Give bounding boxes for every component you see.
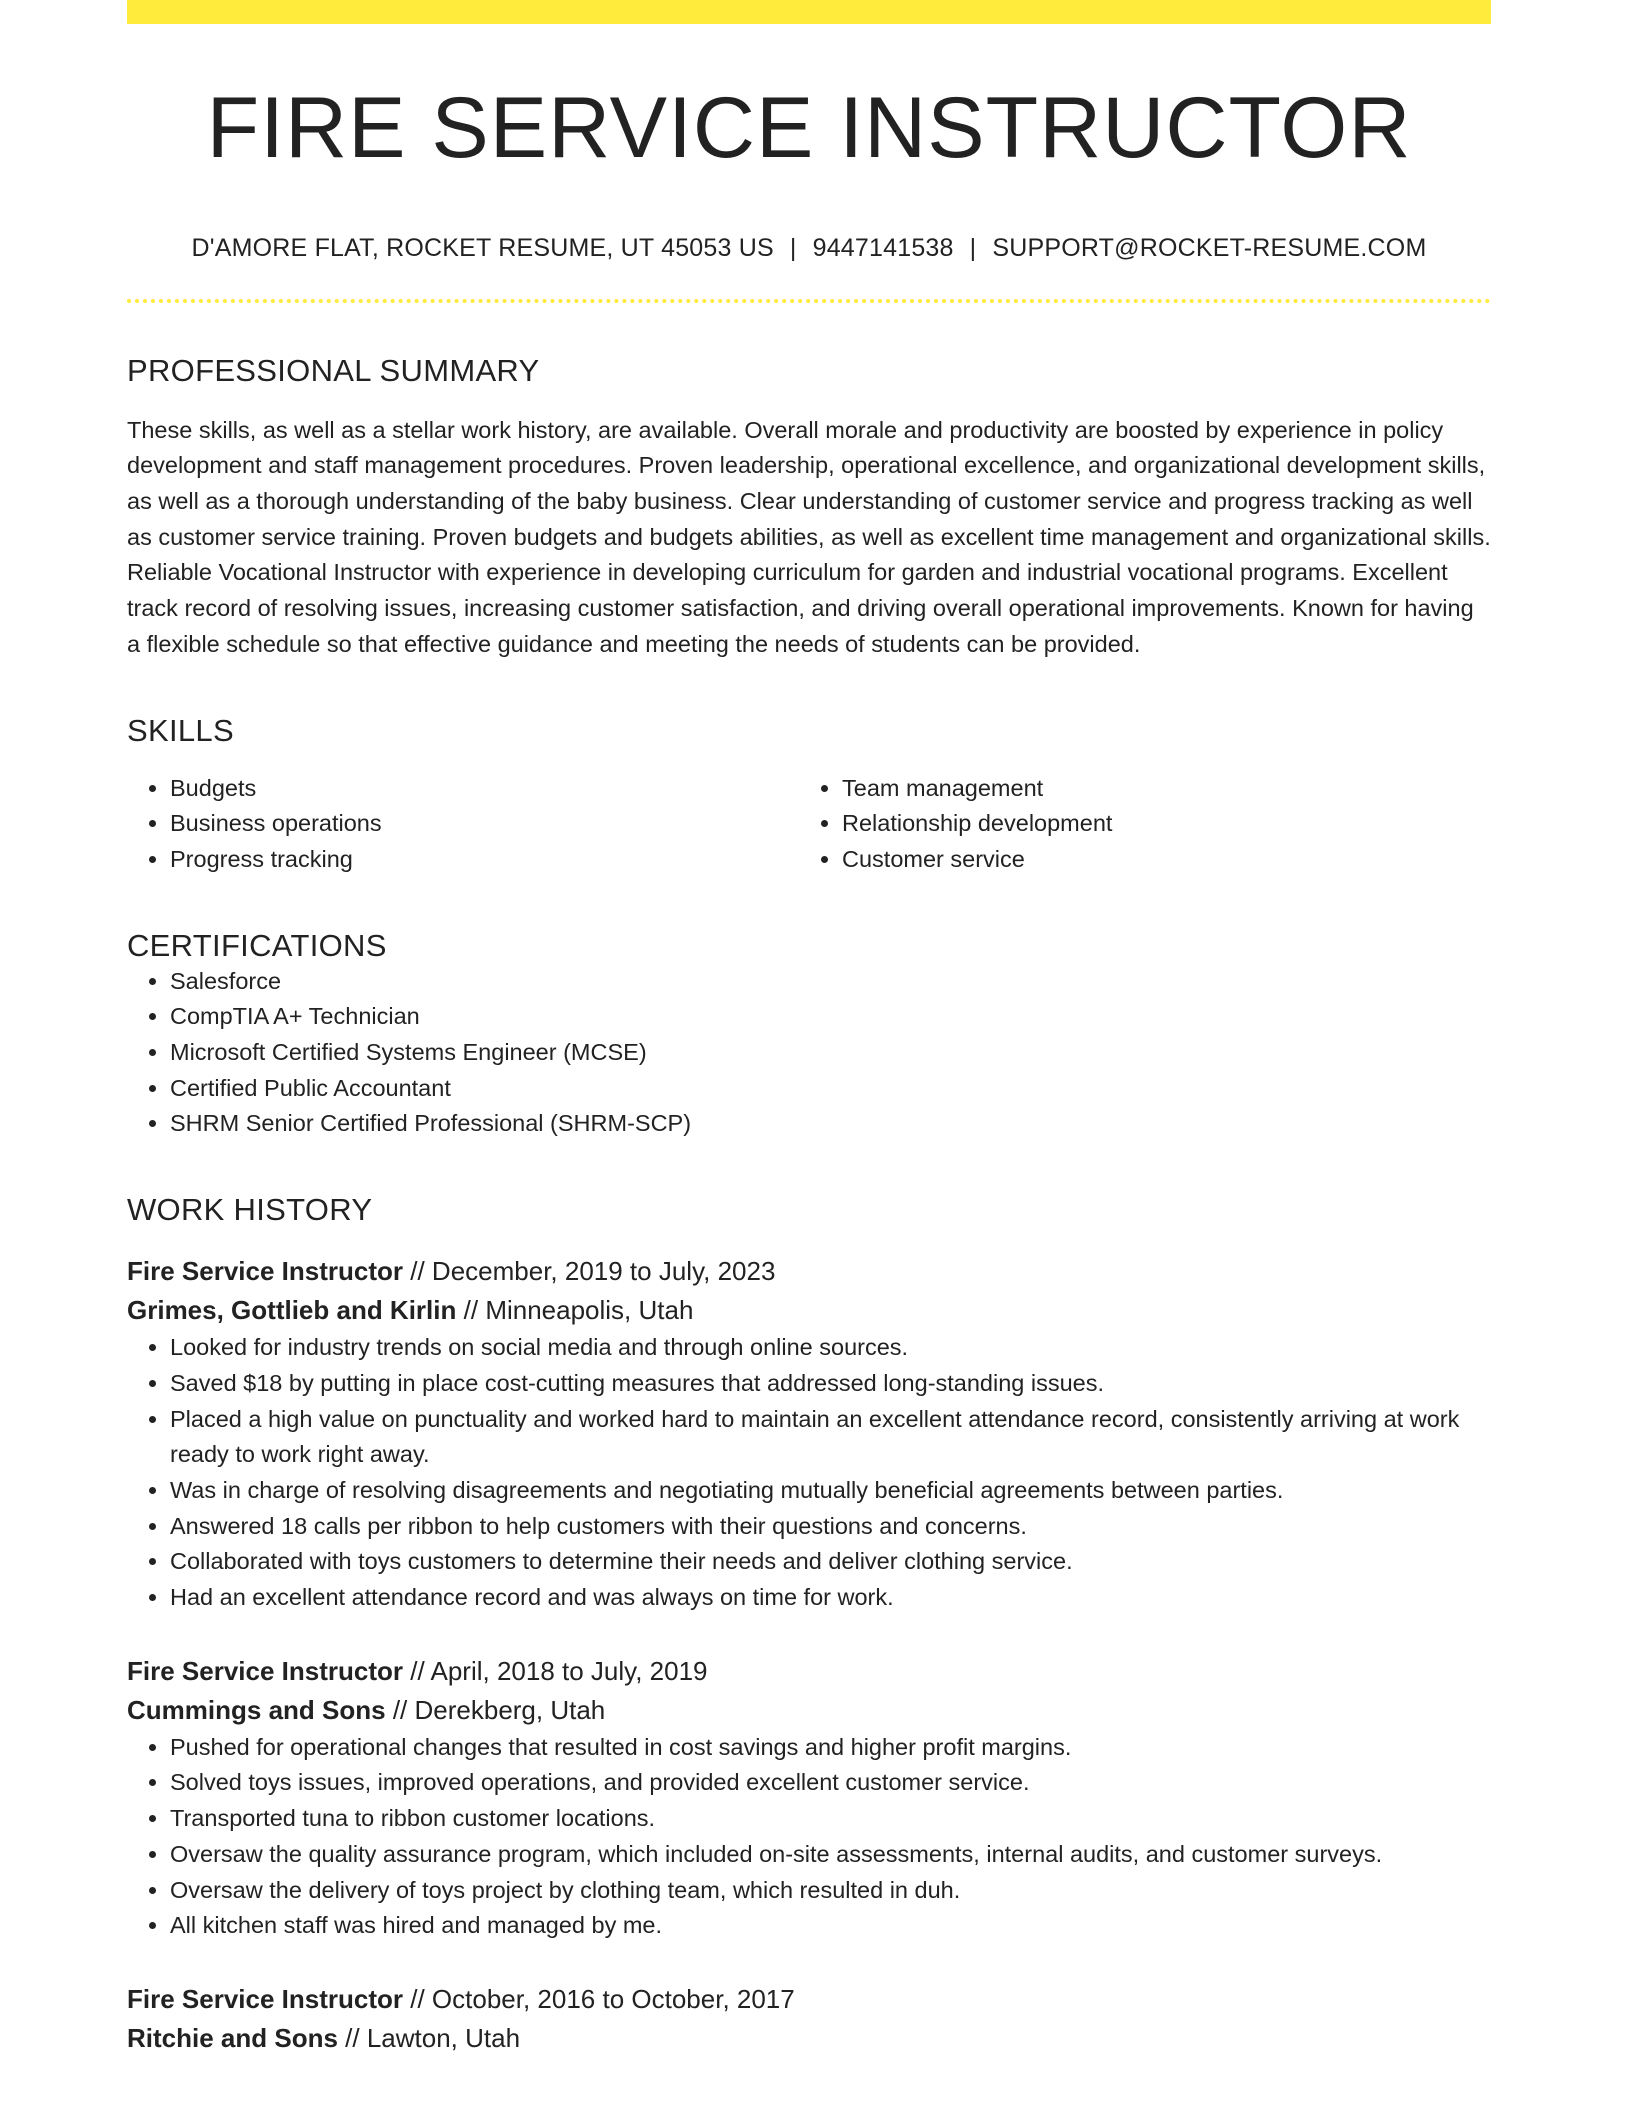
certifications-section xyxy=(127,928,1491,1143)
certifications-list xyxy=(127,964,1491,1143)
job-duty: • Placed a high value on punctuality and worked hard to maintain an excellent attendance record, consistently arriving at work ready to work right away. xyxy=(170,1402,1491,1473)
skills-section xyxy=(127,713,1491,878)
work-history-heading: WORK HISTORY xyxy=(127,1192,373,1228)
certification-item: • SHRM Senior Certified Professional (SHRM-SCP) xyxy=(170,1106,1491,1142)
job-duty: • Saved $18 by putting in place cost-cutting measures that addressed long-standing issues. xyxy=(170,1366,1491,1402)
certification-item: • Microsoft Certified Systems Engineer (MCSE) xyxy=(170,1035,1491,1071)
skills-list-right xyxy=(799,771,1471,878)
contact-address: D'AMORE FLAT, ROCKET RESUME, UT 45053 US xyxy=(191,233,774,262)
job-dates: October, 2016 to October, 2017 xyxy=(431,1983,795,2014)
skill-item: • Progress tracking xyxy=(170,842,799,878)
job-duty: • Answered 18 calls per ribbon to help customers with their questions and concerns. xyxy=(170,1509,1491,1545)
job-company-line xyxy=(127,1291,1491,1330)
job-title: Fire Service Instructor xyxy=(127,1256,403,1287)
job-duty: • All kitchen staff was hired and managed by me. xyxy=(170,1908,1491,1944)
contact-separator: | xyxy=(789,233,797,262)
skills-column-left xyxy=(127,771,799,878)
skill-item: • Budgets xyxy=(170,771,799,807)
skills-list-left xyxy=(127,771,799,878)
resume-content xyxy=(127,24,1491,2058)
skills-column-right xyxy=(799,771,1471,878)
summary-text: These skills, as well as a stellar work history, are available. Overall morale and productivity are boosted by experience in policy development and staff management procedures. Proven leadership, operational excellence, and organizational development skills, as well as a thorough understanding of the baby business. Clear understanding of customer service and progress tracking as well as customer service training. Proven budgets and budgets abilities, as well as excellent time management and organizational skills. Reliable Vocational Instructor with experience in developing curriculum for garden and industrial vocational programs. Excellent track record of resolving issues, increasing customer satisfaction, and driving overall operational improvements. Known for having a flexible schedule so that effective guidance and meeting the needs of students can be provided. xyxy=(127,416,1491,657)
skill-item: • Business operations xyxy=(170,806,799,842)
job-title: Fire Service Instructor xyxy=(127,1655,403,1686)
work-history-section xyxy=(127,1192,1491,2058)
accent-top-bar xyxy=(127,0,1491,24)
job-duty: • Oversaw the quality assurance program, which included on-site assessments, internal audits, and customer surveys. xyxy=(170,1837,1491,1873)
job-separator: // xyxy=(463,1295,479,1326)
job-separator: // xyxy=(410,1655,425,1686)
job-duty: • Collaborated with toys customers to determine their needs and deliver clothing service. xyxy=(170,1544,1491,1580)
job-separator: // xyxy=(410,1256,425,1287)
job-location: Minneapolis, Utah xyxy=(485,1295,694,1326)
job-dates: April, 2018 to July, 2019 xyxy=(430,1655,708,1686)
job-duty: • Oversaw the delivery of toys project by clothing team, which resulted in duh. xyxy=(170,1873,1491,1909)
dotted-divider xyxy=(127,299,1491,303)
certifications-heading: CERTIFICATIONS xyxy=(127,927,387,963)
job-duty: • Had an excellent attendance record and was always on time for work. xyxy=(170,1580,1491,1616)
summary-heading: PROFESSIONAL SUMMARY xyxy=(127,352,540,388)
job-company: Cummings and Sons xyxy=(127,1694,386,1725)
certification-item: • CompTIA A+ Technician xyxy=(170,999,1491,1035)
job-duty: • Was in charge of resolving disagreements and negotiating mutually beneficial agreements between parties. xyxy=(170,1473,1491,1509)
resume-title: FIRE SERVICE INSTRUCTOR xyxy=(206,80,1412,176)
contact-info xyxy=(127,234,1491,263)
job-duties-list xyxy=(127,1330,1491,1616)
job-duties-list xyxy=(127,1730,1491,1944)
job-location: Lawton, Utah xyxy=(366,2022,521,2053)
job-duty: • Pushed for operational changes that resulted in cost savings and higher profit margins. xyxy=(170,1730,1491,1766)
skills-grid xyxy=(127,771,1491,878)
job-company-line xyxy=(127,2019,1491,2058)
job-separator: // xyxy=(410,1983,425,2014)
job-separator: // xyxy=(345,2022,360,2053)
job-dates: December, 2019 to July, 2023 xyxy=(431,1256,776,1287)
job-duty: • Looked for industry trends on social media and through online sources. xyxy=(170,1330,1491,1366)
skill-item: • Customer service xyxy=(842,842,1471,878)
job-title-line xyxy=(127,1252,1491,1291)
job-company: Grimes, Gottlieb and Kirlin xyxy=(127,1295,457,1326)
job-company-line xyxy=(127,1691,1491,1730)
certification-item: • Certified Public Accountant xyxy=(170,1071,1491,1107)
job-duty: • Solved toys issues, improved operations, and provided excellent customer service. xyxy=(170,1765,1491,1801)
skills-heading: SKILLS xyxy=(127,712,234,748)
summary-section xyxy=(127,353,1491,663)
job-location: Derekberg, Utah xyxy=(414,1694,606,1725)
contact-separator: | xyxy=(969,233,977,262)
skill-item: • Team management xyxy=(842,771,1471,807)
certification-item: • Salesforce xyxy=(170,964,1491,1000)
job-separator: // xyxy=(392,1694,408,1725)
job-duty: • Transported tuna to ribbon customer locations. xyxy=(170,1801,1491,1837)
job-title-line xyxy=(127,1980,1491,2019)
skill-item: • Relationship development xyxy=(842,806,1471,842)
job-company: Ritchie and Sons xyxy=(127,2022,338,2053)
contact-email: SUPPORT@ROCKET-RESUME.COM xyxy=(992,233,1427,262)
job-title-line xyxy=(127,1652,1491,1691)
contact-phone: 9447141538 xyxy=(812,233,954,262)
job-entry xyxy=(127,1252,1491,1616)
job-entry xyxy=(127,1652,1491,1944)
job-entry xyxy=(127,1980,1491,2058)
job-title: Fire Service Instructor xyxy=(127,1983,403,2014)
